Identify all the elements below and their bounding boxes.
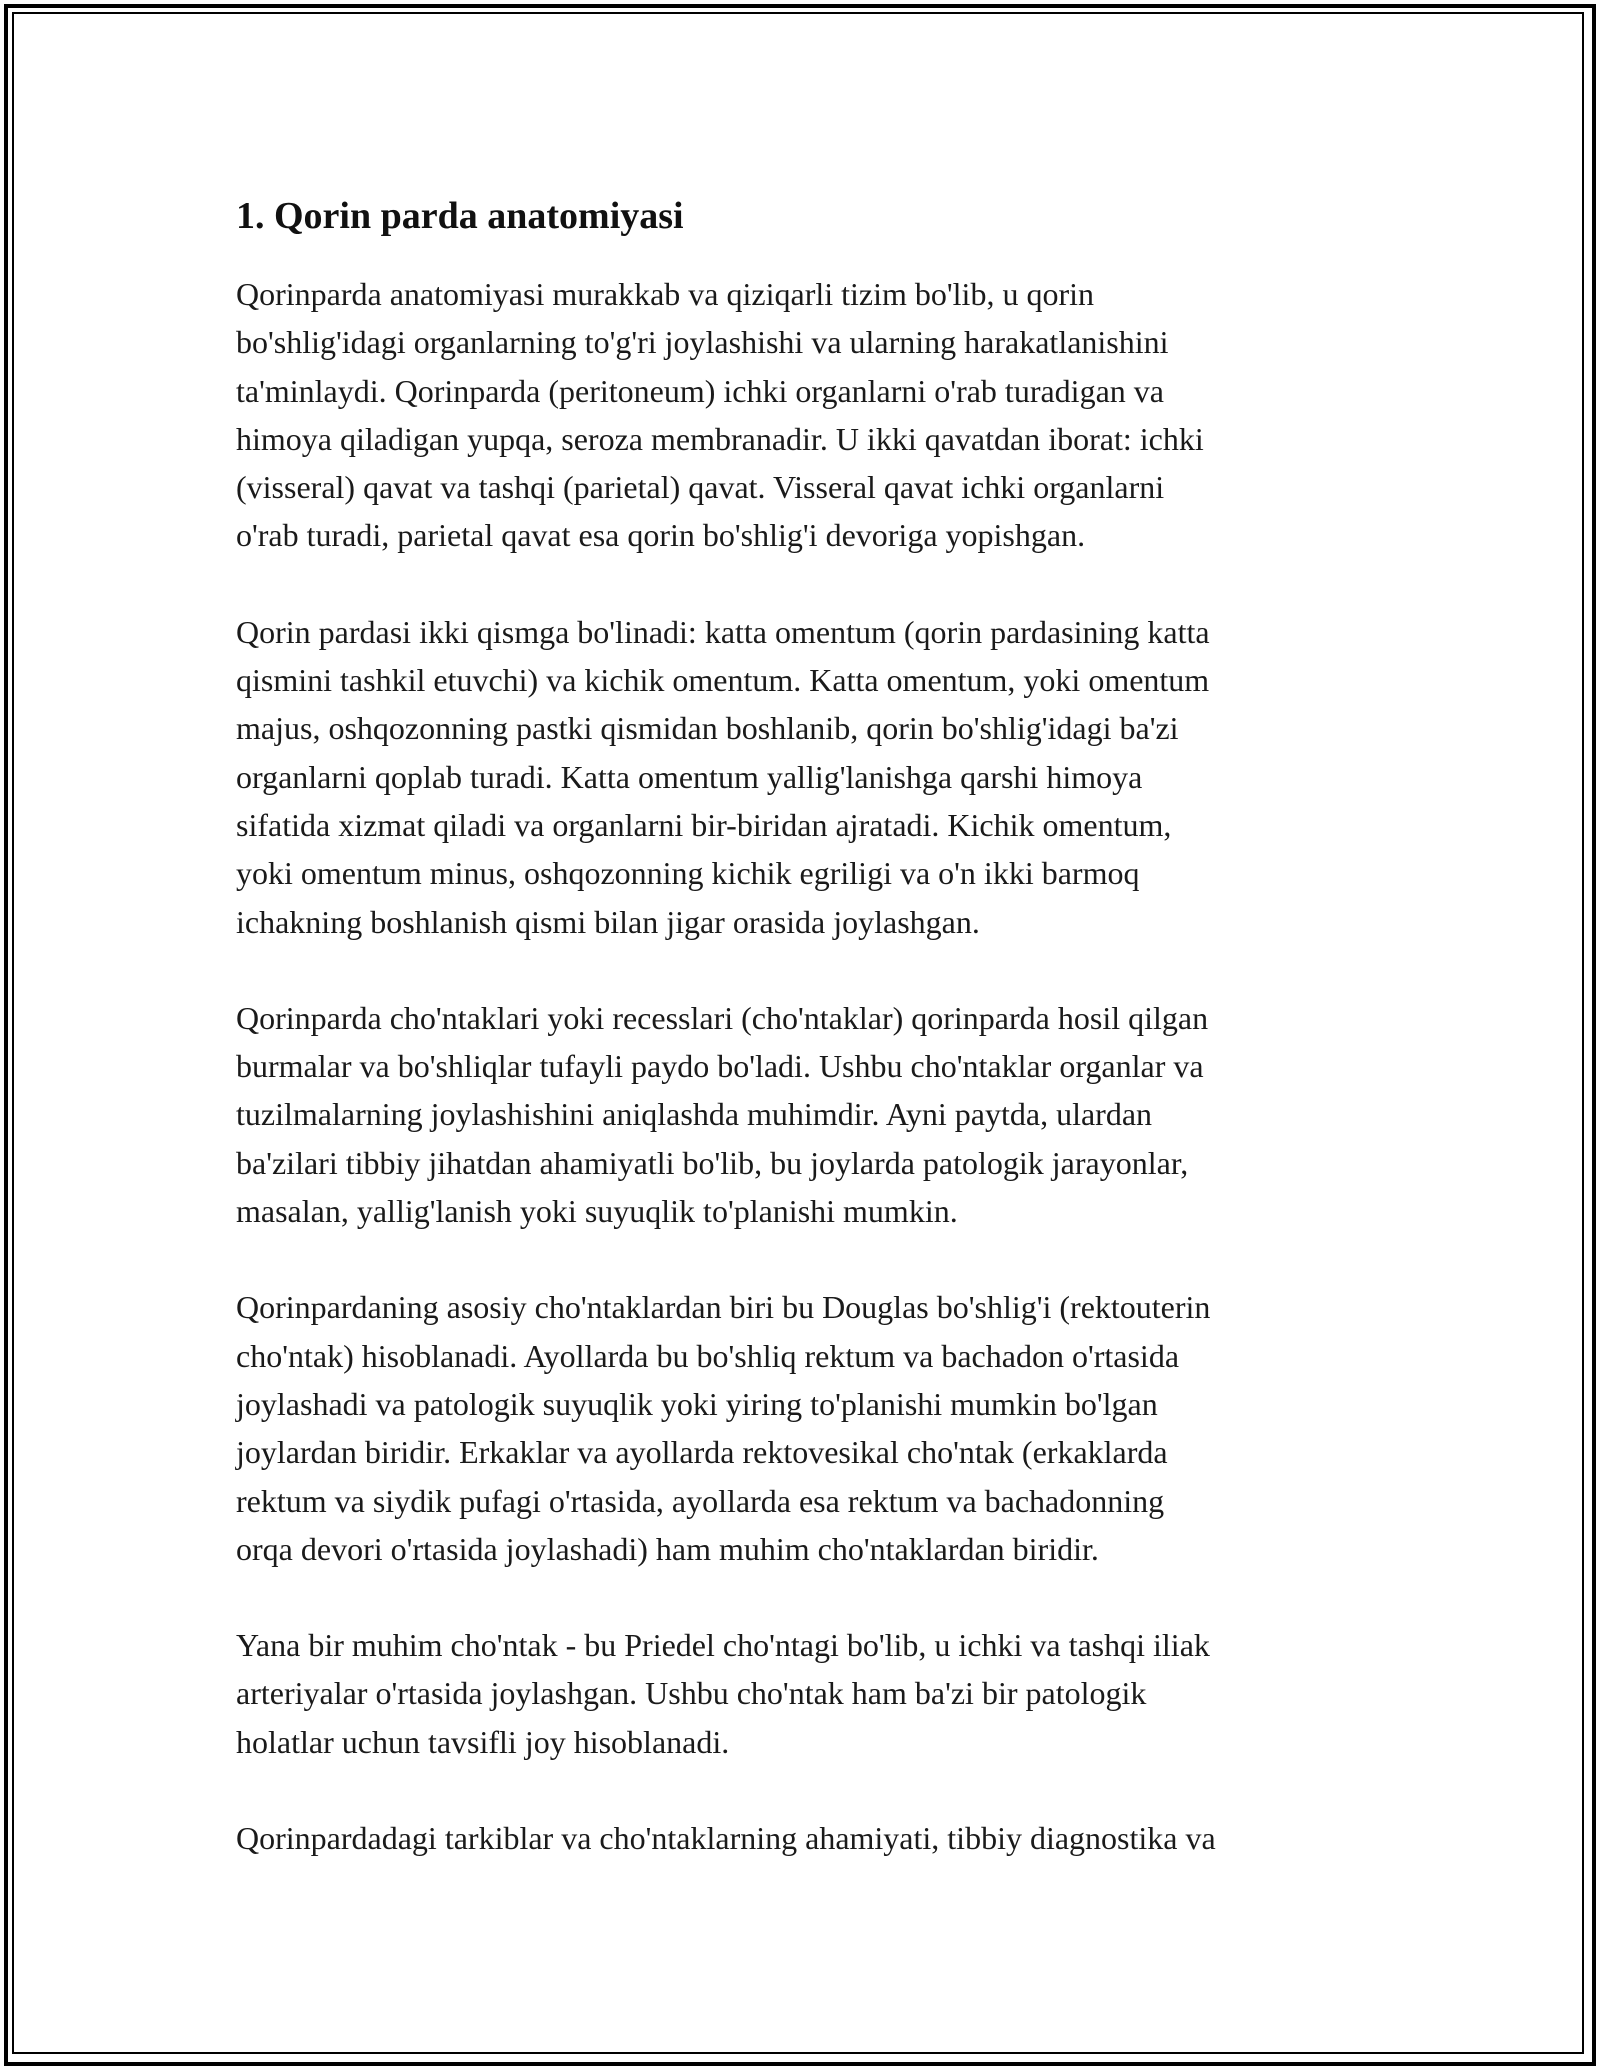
text-line: bo'shlig'idagi organlarning to'g'ri joylashishi va ularning harakatlanishini (236, 324, 1169, 361)
paragraph-2 (236, 608, 1366, 946)
text-line: organlarni qoplab turadi. Katta omentum yallig'lanishga qarshi himoya (236, 758, 1143, 795)
text-line: Qorinpardadagi tarkiblar va cho'ntaklarning ahamiyati, tibbiy diagnostika va (236, 1820, 1216, 1857)
paragraph-3 (236, 994, 1366, 1235)
text-line: (visseral) qavat va tashqi (parietal) qavat. Visseral qavat ichki organlarni (236, 469, 1165, 506)
text-line: Qorin pardasi ikki qismga bo'linadi: katta omentum (qorin pardasining katta (236, 613, 1210, 650)
paragraph-1 (236, 270, 1366, 560)
text-line: ba'zilari tibbiy jihatdan ahamiyatli bo'lib, bu joylarda patologik jarayonlar, (236, 1144, 1189, 1181)
text-line: o'rab turadi, parietal qavat esa qorin bo'shlig'i devoriga yopishgan. (236, 517, 1086, 554)
text-line: ichakning boshlanish qismi bilan jigar orasida joylashgan. (236, 903, 980, 940)
text-line: joylardan biridir. Erkaklar va ayollarda rektovesikal cho'ntak (erkaklarda (236, 1434, 1168, 1471)
text-line: Yana bir muhim cho'ntak - bu Priedel cho'ntagi bo'lib, u ichki va tashqi iliak (236, 1627, 1210, 1664)
text-line: ta'minlaydi. Qorinparda (peritoneum) ichki organlarni o'rab turadigan va (236, 372, 1164, 409)
text-line: tuzilmalarning joylashishini aniqlashda muhimdir. Ayni paytda, ulardan (236, 1096, 1153, 1133)
text-line: orqa devori o'rtasida joylashadi) ham muhim cho'ntaklardan biridir. (236, 1530, 1099, 1567)
paragraph-6 (236, 1814, 1366, 1862)
text-line: himoya qiladigan yupqa, seroza membranadir. U ikki qavatdan iborat: ichki (236, 420, 1204, 457)
document-body (236, 188, 1366, 1862)
section-heading: 1. Qorin parda anatomiyasi (236, 195, 684, 237)
text-line: holatlar uchun tavsifli joy hisoblanadi. (236, 1723, 730, 1760)
text-line: sifatida xizmat qiladi va organlarni bir-biridan ajratadi. Kichik omentum, (236, 806, 1172, 843)
text-line: Qorinparda anatomiyasi murakkab va qiziqarli tizim bo'lib, u qorin (236, 276, 1094, 312)
text-line: arteriyalar o'rtasida joylashgan. Ushbu cho'ntak ham ba'zi bir patologik (236, 1675, 1147, 1712)
text-line: yoki omentum minus, oshqozonning kichik egriligi va o'n ikki barmoq (236, 855, 1140, 892)
text-line: Qorinpardaning asosiy cho'ntaklardan biri bu Douglas bo'shlig'i (rektouterin (236, 1289, 1211, 1326)
text-line: majus, oshqozonning pastki qismidan boshlanib, qorin bo'shlig'idagi ba'zi (236, 710, 1179, 747)
text-line: qismini tashkil etuvchi) va kichik omentum. Katta omentum, yoki omentum (236, 662, 1210, 699)
text-line: burmalar va bo'shliqlar tufayli paydo bo'ladi. Ushbu cho'ntaklar organlar va (236, 1048, 1204, 1085)
paragraph-5 (236, 1621, 1366, 1766)
text-line: masalan, yallig'lanish yoki suyuqlik to'planishi mumkin. (236, 1193, 958, 1230)
text-line: Qorinparda cho'ntaklari yoki recesslari (cho'ntaklar) qorinparda hosil qilgan (236, 999, 1209, 1036)
text-line: joylashadi va patologik suyuqlik yoki yiring to'planishi mumkin bo'lgan (236, 1385, 1158, 1422)
text-line: cho'ntak) hisoblanadi. Ayollarda bu bo'shliq rektum va bachadon o'rtasida (236, 1337, 1180, 1374)
paragraph-4 (236, 1283, 1366, 1573)
text-line: rektum va siydik pufagi o'rtasida, ayollarda esa rektum va bachadonning (236, 1482, 1165, 1519)
